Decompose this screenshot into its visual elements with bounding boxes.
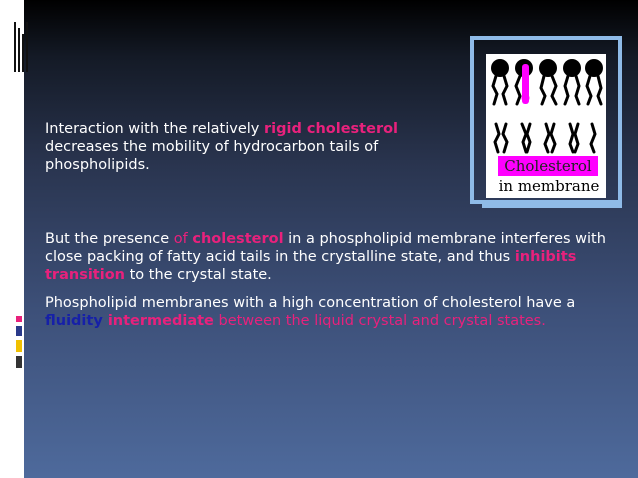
membrane-label: in membrane: [498, 177, 600, 195]
p3-intermediate: intermediate: [102, 313, 214, 329]
p1-highlight: rigid cholesterol: [263, 121, 399, 137]
p2-text-start: But the presence: [45, 231, 174, 247]
p2-of: of: [173, 231, 193, 247]
p3-text-end: between the liquid crystal and crystal states.: [213, 313, 546, 329]
paragraph-rigid-cholesterol: [45, 120, 425, 174]
p1-text-end: decreases the mobility of hydrocarbon tails of phospholipids.: [45, 139, 379, 173]
p3-fluidity: fluidity: [45, 313, 103, 329]
decorative-squares-icon: [16, 316, 22, 368]
p3-text-start: Phospholipid membranes with a high concentration of cholesterol have a: [45, 295, 576, 311]
p2-text-end: to the crystal state.: [124, 267, 272, 283]
decorative-lines-icon: [14, 22, 28, 72]
paragraph-cholesterol-presence: [45, 230, 615, 284]
p1-text-start: Interaction with the relatively: [45, 121, 264, 137]
p2-text-middle: in a phospholipid membrane interferes with close packing of fatty acid tails in the crystalline state, and thus: [45, 231, 606, 265]
p2-highlight: cholesterol: [192, 231, 284, 247]
cholesterol-label: Cholesterol: [498, 156, 598, 176]
paragraph-fluidity: [45, 294, 620, 330]
p2-highlight-inhibits: inhibits transition: [45, 249, 577, 283]
